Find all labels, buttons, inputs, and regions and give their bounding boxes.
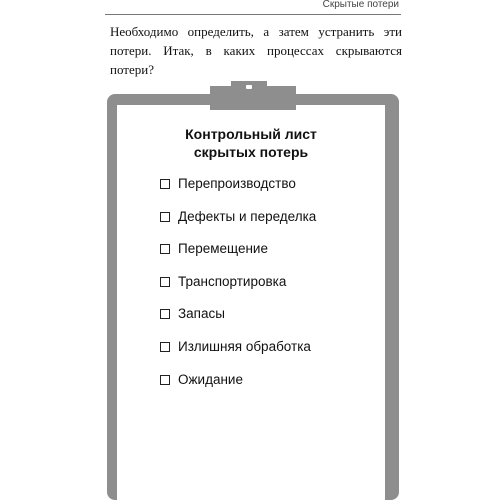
checklist-title	[117, 125, 385, 161]
checklist-item-label: Дефекты и переделка	[178, 208, 317, 224]
checklist-item-label: Перемещение	[178, 241, 268, 257]
running-header-text: Скрытые потери	[322, 0, 399, 10]
checkbox-icon[interactable]	[160, 244, 170, 254]
checklist-item-defects	[160, 209, 316, 242]
checklist-title-line1: Контрольный лист	[185, 126, 317, 142]
checklist	[160, 176, 316, 404]
clipboard-clip-hole	[246, 85, 252, 89]
checklist-item-overproduction	[160, 176, 316, 209]
checkbox-icon[interactable]	[160, 277, 170, 287]
checklist-item-label: Запасы	[178, 306, 225, 322]
checkbox-icon[interactable]	[160, 375, 170, 385]
intro-paragraph: Необходимо определить, а затем устранить эти потери. Итак, в каких процессах скрываются потери?	[110, 24, 402, 77]
checklist-item-label: Ожидание	[178, 371, 243, 387]
checklist-item-label: Перепроизводство	[178, 176, 296, 191]
checkbox-icon[interactable]	[160, 179, 170, 189]
checkbox-icon[interactable]	[160, 309, 170, 319]
checklist-item-motion	[160, 241, 316, 274]
checkbox-icon[interactable]	[160, 342, 170, 352]
checklist-item-inventory	[160, 306, 316, 339]
checklist-item-label: Транспортировка	[178, 273, 287, 289]
checklist-item-transport	[160, 274, 316, 307]
checklist-item-waiting	[160, 372, 316, 405]
checklist-item-label: Излишняя обработка	[178, 338, 311, 354]
checklist-title-line2: скрытых потерь	[193, 144, 309, 160]
checkbox-icon[interactable]	[160, 212, 170, 222]
running-header	[105, 0, 401, 15]
checklist-item-overprocessing	[160, 339, 316, 372]
